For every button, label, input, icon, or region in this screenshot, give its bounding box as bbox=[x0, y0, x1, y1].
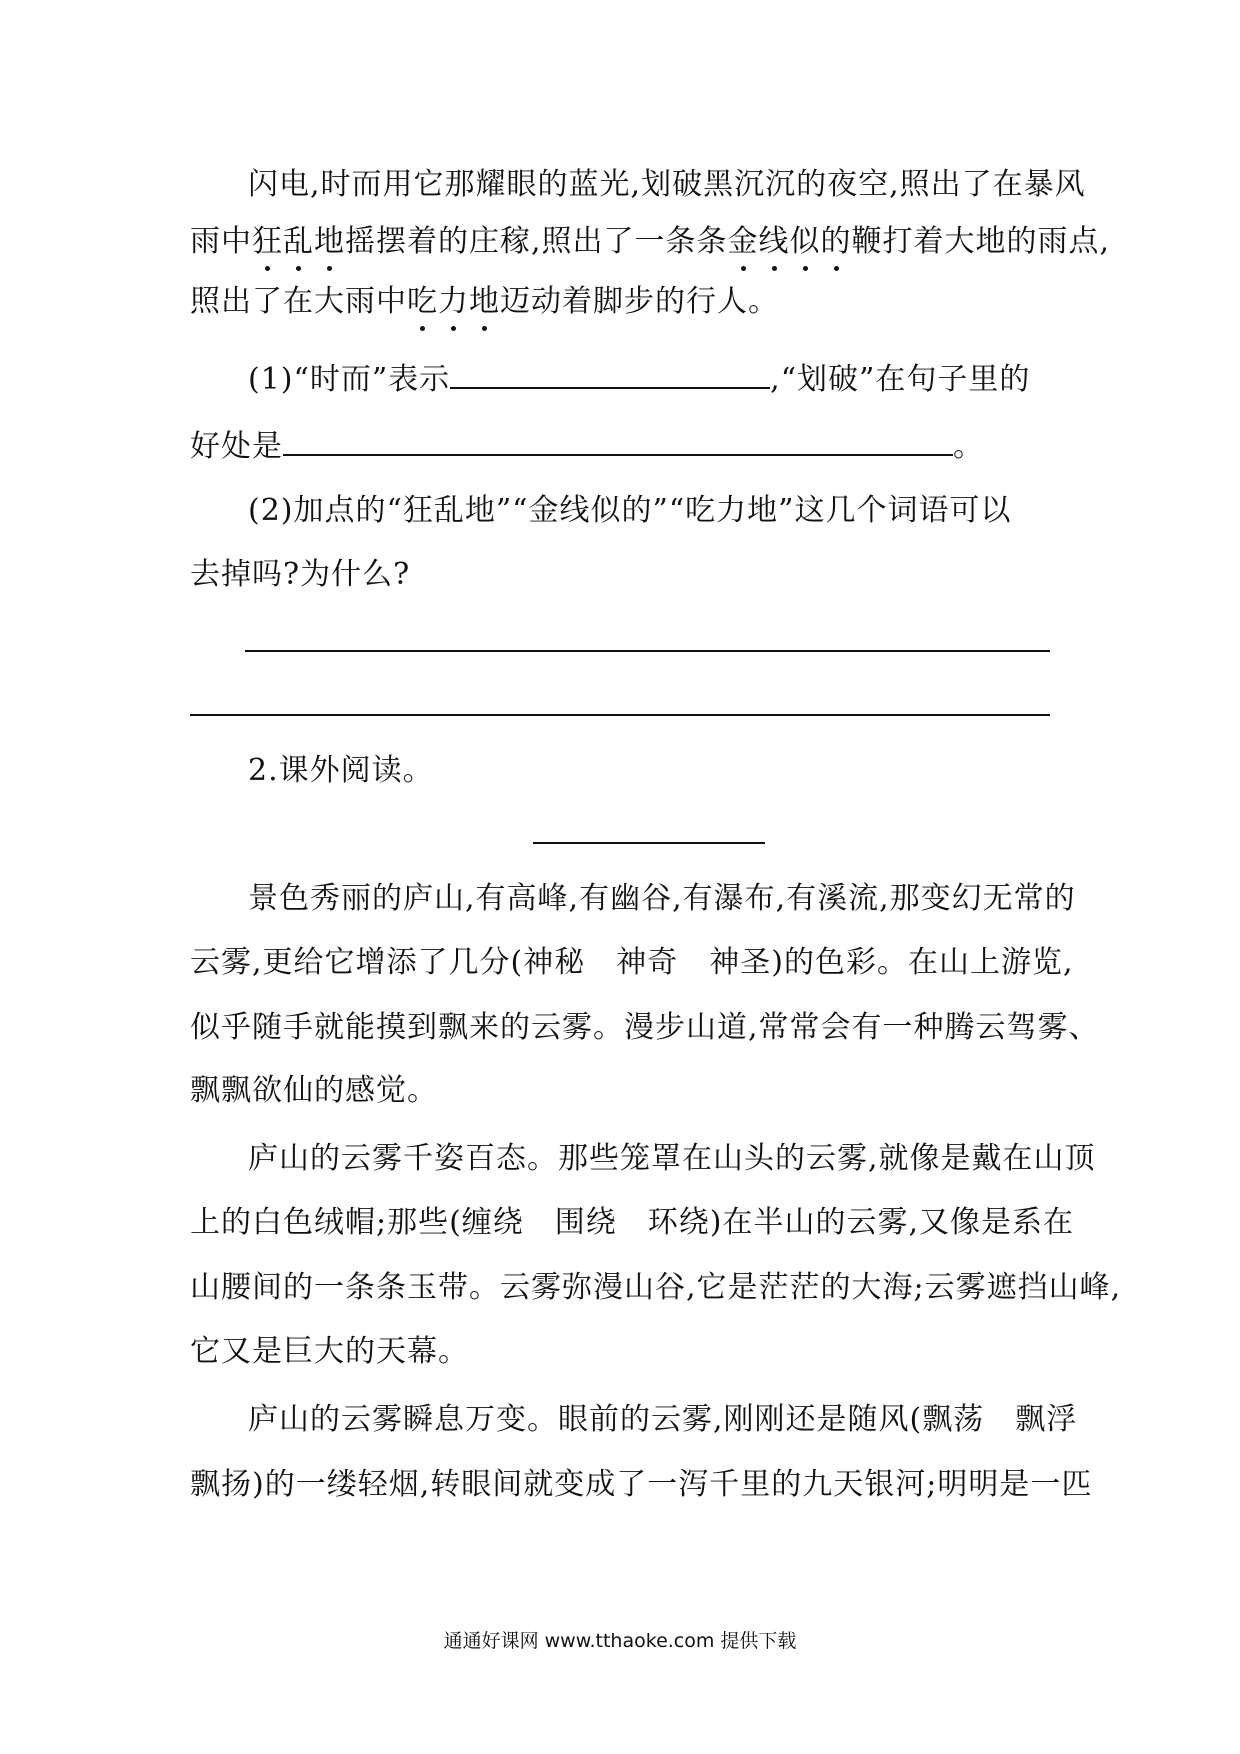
dotted-char: 地 bbox=[469, 282, 500, 322]
dotted-char: 金 bbox=[728, 222, 759, 262]
passage1-line2-text-a: 雨中 bbox=[190, 224, 252, 259]
question2-line1: (2)加点的“狂乱地”“金线似的”“吃力地”这几个词语可以 bbox=[248, 493, 1012, 528]
dotted-char: 线 bbox=[759, 222, 790, 262]
question1-text-d: 。 bbox=[953, 429, 984, 464]
answer-line-2[interactable] bbox=[190, 714, 1050, 716]
passage2-p1-line1: 景色秀丽的庐山,有高峰,有幽谷,有瀑布,有溪流,那变幻无常的 bbox=[248, 881, 1076, 916]
dotted-word-chili bbox=[407, 284, 500, 319]
passage2-p2-line3: 山腰间的一条条玉带。云雾弥漫山谷,它是茫茫的大海;云雾遮挡山峰, bbox=[190, 1270, 1122, 1305]
passage1-line1: 闪电,时而用它那耀眼的蓝光,划破黑沉沉的夜空,照出了在暴风 bbox=[248, 167, 1086, 202]
answer-blank-2[interactable] bbox=[283, 426, 953, 456]
passage1-line3-text-a: 照出了在大雨中 bbox=[190, 284, 407, 319]
answer-line-1[interactable] bbox=[245, 650, 1050, 652]
dotted-word-kuangluan bbox=[252, 224, 345, 259]
question1-text-c: 好处是 bbox=[190, 429, 283, 464]
dotted-char: 似 bbox=[790, 222, 821, 262]
dotted-char: 吃 bbox=[407, 282, 438, 322]
passage1-line2-text-b: 摇摆着的庄稼,照出了一条条 bbox=[345, 224, 728, 259]
dotted-char: 力 bbox=[438, 282, 469, 322]
dotted-char: 狂 bbox=[252, 222, 283, 262]
answer-blank-1[interactable] bbox=[450, 359, 770, 389]
title-blank-line[interactable] bbox=[533, 842, 765, 844]
section2-heading: 2.课外阅读。 bbox=[248, 753, 434, 788]
question2-line2: 去掉吗?为什么? bbox=[190, 557, 411, 592]
passage2-p1-line4: 飘飘欲仙的感觉。 bbox=[190, 1073, 438, 1108]
dotted-word-jinxian bbox=[728, 224, 852, 259]
passage2-p2-line2: 上的白色绒帽;那些(缠绕 围绕 环绕)在半山的云雾,又像是系在 bbox=[190, 1205, 1075, 1240]
footer-watermark: 通通好课网 www.tthaoke.com 提供下载 bbox=[443, 1630, 797, 1652]
passage2-p1-line3: 似乎随手就能摸到飘来的云雾。漫步山道,常常会有一种腾云驾雾、 bbox=[190, 1010, 1100, 1045]
question1-line1 bbox=[248, 359, 1030, 400]
dotted-char: 乱 bbox=[283, 222, 314, 262]
passage1-line3-text-b: 迈动着脚步的行人。 bbox=[500, 284, 779, 319]
passage1-line2 bbox=[190, 222, 1110, 262]
passage2-p3-line2: 飘扬)的一缕轻烟,转眼间就变成了一泻千里的九天银河;明明是一匹 bbox=[190, 1467, 1093, 1502]
passage2-p2-line1: 庐山的云雾千姿百态。那些笼罩在山头的云雾,就像是戴在山顶 bbox=[248, 1141, 1096, 1176]
passage1-line3 bbox=[190, 282, 779, 322]
dotted-char: 的 bbox=[821, 222, 852, 262]
passage2-p2-line4: 它又是巨大的天幕。 bbox=[190, 1334, 469, 1369]
passage2-p3-line1: 庐山的云雾瞬息万变。眼前的云雾,刚刚还是随风(飘荡 飘浮 bbox=[248, 1402, 1078, 1437]
question1-text-a: (1)“时而”表示 bbox=[248, 362, 451, 397]
question1-line2 bbox=[190, 426, 984, 467]
passage2-p1-line2: 云雾,更给它增添了几分(神秘 神奇 神圣)的色彩。在山上游览, bbox=[190, 945, 1074, 980]
dotted-char: 地 bbox=[314, 222, 345, 262]
question1-text-b: ,“划破”在句子里的 bbox=[770, 362, 1031, 397]
passage1-line2-text-c: 鞭打着大地的雨点, bbox=[851, 224, 1111, 259]
